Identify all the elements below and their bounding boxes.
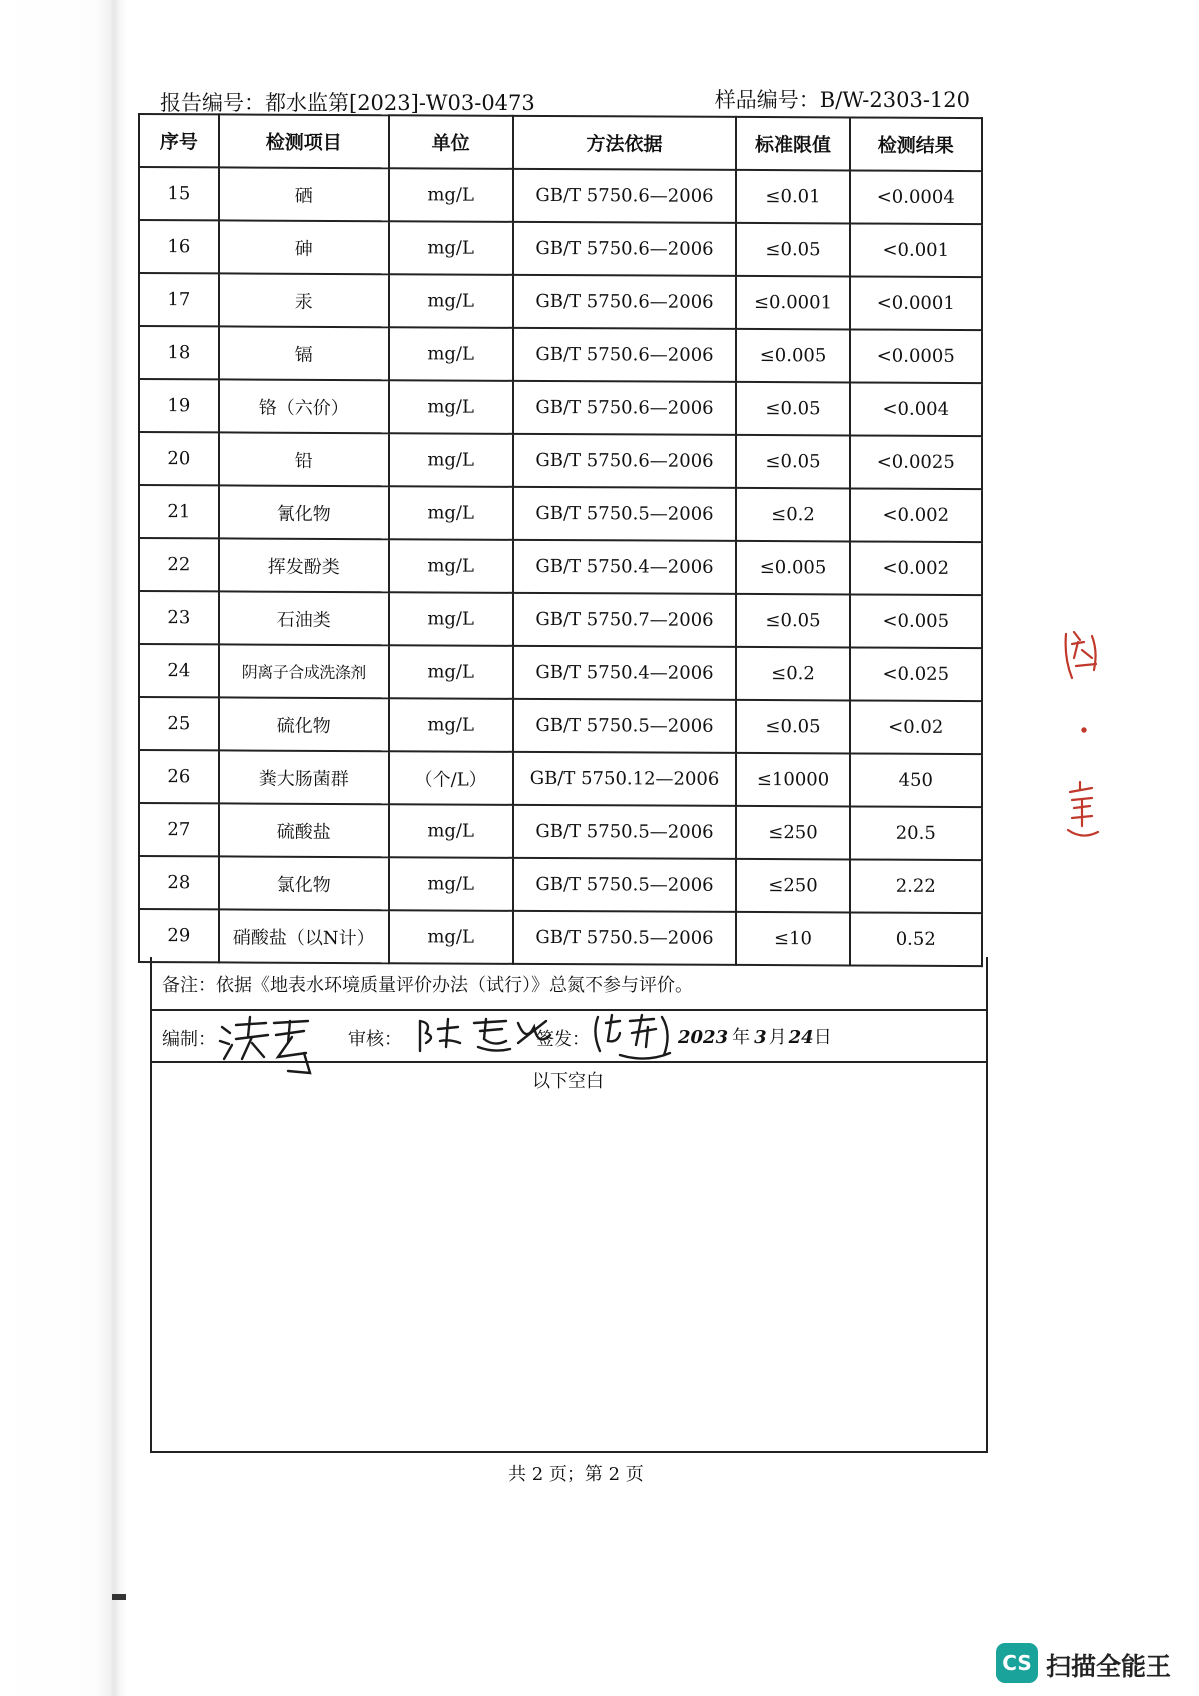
cell-unit: mg/L [389, 433, 513, 487]
report-number: 报告编号：都水监第[2023]-W03-0473 [160, 91, 535, 115]
cell-item: 挥发酚类 [219, 538, 389, 592]
cell-method: GB/T 5750.7—2006 [513, 593, 737, 647]
date-year-label: 年 [732, 1027, 751, 1048]
cell-limit: ≤0.005 [736, 329, 849, 383]
cell-method: GB/T 5750.6—2006 [513, 434, 737, 488]
cell-limit: ≤250 [736, 859, 849, 913]
cell-item: 硫酸盐 [219, 803, 389, 857]
cell-result: <0.001 [850, 223, 982, 277]
table-row [139, 591, 982, 648]
cell-method: GB/T 5750.5—2006 [513, 858, 737, 912]
cell-result: <0.005 [850, 594, 982, 648]
cell-seq: 22 [139, 538, 219, 591]
cell-unit: mg/L [389, 380, 513, 434]
cell-unit: mg/L [389, 592, 513, 646]
cell-result: <0.002 [850, 488, 982, 542]
cell-result: <0.0004 [850, 170, 982, 224]
cell-method: GB/T 5750.4—2006 [513, 646, 737, 700]
table-row [139, 538, 982, 595]
header-item: 检测项目 [219, 114, 389, 168]
header-seq: 序号 [139, 114, 219, 167]
cell-result: <0.002 [850, 541, 982, 595]
cell-item: 粪大肠菌群 [219, 750, 389, 804]
cell-result: <0.0025 [850, 435, 982, 489]
table-row [139, 273, 982, 330]
cell-seq: 15 [139, 167, 219, 220]
table-header-row [139, 114, 982, 171]
cell-method: GB/T 5750.6—2006 [513, 222, 737, 276]
header-unit: 单位 [389, 115, 513, 169]
cell-item: 氯化物 [219, 856, 389, 910]
seal-stamp-fragment [1062, 628, 1102, 843]
cell-seq: 24 [139, 644, 219, 697]
table-row [139, 432, 982, 489]
cell-limit: ≤0.05 [736, 223, 849, 277]
cell-method: GB/T 5750.5—2006 [513, 911, 737, 965]
cell-unit: mg/L [389, 486, 513, 540]
cell-unit: mg/L [389, 168, 513, 222]
cell-item: 铅 [219, 432, 389, 486]
cell-limit: ≤10 [736, 912, 849, 966]
cell-limit: ≤0.01 [736, 170, 849, 224]
cell-seq: 18 [139, 326, 219, 379]
cell-seq: 19 [139, 379, 219, 432]
prepared-by-label: 编制： [162, 1029, 216, 1050]
table-row [139, 167, 982, 224]
cell-item: 氰化物 [219, 485, 389, 539]
cell-unit: mg/L [389, 857, 513, 911]
header-method: 方法依据 [513, 116, 737, 170]
cell-seq: 23 [139, 591, 219, 644]
scan-edge-mark [112, 1594, 126, 1600]
cell-method: GB/T 5750.5—2006 [513, 805, 737, 859]
table-row [139, 856, 982, 913]
blank-note: 以下空白 [532, 1071, 604, 1092]
cell-result: 2.22 [850, 859, 982, 913]
cell-item: 阴离子合成洗涤剂 [219, 644, 389, 698]
cell-method: GB/T 5750.6—2006 [513, 169, 737, 223]
cell-method: GB/T 5750.5—2006 [513, 699, 737, 753]
cell-seq: 27 [139, 803, 219, 856]
table-row [139, 644, 982, 701]
cell-limit: ≤0.2 [736, 488, 849, 542]
cell-item: 砷 [219, 220, 389, 274]
cell-limit: ≤0.05 [736, 435, 849, 489]
results-table [138, 113, 983, 967]
cell-item: 硒 [219, 167, 389, 221]
sample-number: 样品编号：B/W-2303-120 [714, 88, 970, 112]
header-result: 检测结果 [850, 117, 982, 171]
signed-date [678, 1023, 832, 1049]
cell-method: GB/T 5750.6—2006 [513, 381, 737, 435]
table-row [139, 326, 982, 383]
cell-unit: mg/L [389, 221, 513, 275]
cell-result: 450 [850, 753, 982, 807]
cell-method: GB/T 5750.6—2006 [513, 328, 737, 382]
blank-section [150, 1061, 988, 1453]
table-row [139, 803, 982, 860]
table-row [139, 220, 982, 277]
cell-seq: 17 [139, 273, 219, 326]
remark-section [150, 957, 988, 1009]
date-day: 24 [788, 1027, 814, 1048]
cell-method: GB/T 5750.4—2006 [513, 540, 737, 594]
cell-seq: 25 [139, 697, 219, 750]
cell-result: <0.0001 [850, 276, 982, 330]
page-footer: 共 2 页；第 2 页 [508, 1464, 644, 1485]
cell-method: GB/T 5750.5—2006 [513, 487, 737, 541]
cell-result: <0.0005 [850, 329, 982, 383]
cell-result: <0.004 [850, 382, 982, 436]
cell-limit: ≤0.005 [736, 541, 849, 595]
cell-unit: mg/L [389, 698, 513, 752]
remark-text: 备注：依据《地表水环境质量评价办法（试行）》总氮不参与评价。 [162, 975, 693, 996]
cell-unit: mg/L [389, 910, 513, 964]
cell-result: 20.5 [850, 806, 982, 860]
cell-item: 汞 [219, 273, 389, 327]
issued-by-label: 签发： [536, 1029, 590, 1050]
cell-seq: 21 [139, 485, 219, 538]
cell-item: 镉 [219, 326, 389, 380]
cell-item: 铬（六价） [219, 379, 389, 433]
cell-unit: mg/L [389, 327, 513, 381]
cell-limit: ≤0.0001 [736, 276, 849, 330]
cell-limit: ≤0.05 [736, 700, 849, 754]
cell-seq: 29 [139, 909, 219, 962]
cell-unit: mg/L [389, 645, 513, 699]
cell-method: GB/T 5750.12—2006 [513, 752, 737, 806]
cell-result: <0.025 [850, 647, 982, 701]
cell-item: 硫化物 [219, 697, 389, 751]
cell-seq: 16 [139, 220, 219, 273]
report-header [160, 84, 970, 114]
date-month-label: 月 [768, 1027, 787, 1048]
issued-by-signature [590, 1011, 676, 1061]
table-row [139, 379, 982, 436]
cell-limit: ≤250 [736, 806, 849, 860]
cell-unit: mg/L [389, 804, 513, 858]
date-day-label: 日 [813, 1027, 832, 1048]
cell-unit: （个/L） [389, 751, 513, 805]
cell-unit: mg/L [389, 539, 513, 593]
cell-limit: ≤10000 [736, 753, 849, 807]
cell-result: <0.02 [850, 700, 982, 754]
date-month: 3 [754, 1027, 767, 1048]
table-row [139, 697, 982, 754]
cell-item: 石油类 [219, 591, 389, 645]
cell-seq: 26 [139, 750, 219, 803]
date-year: 2023 [678, 1027, 729, 1048]
cell-limit: ≤0.2 [736, 647, 849, 701]
cell-seq: 28 [139, 856, 219, 909]
cell-unit: mg/L [389, 274, 513, 328]
cell-method: GB/T 5750.6—2006 [513, 275, 737, 329]
header-limit: 标准限值 [736, 117, 849, 171]
camscanner-logo-icon: CS [996, 1643, 1038, 1683]
signature-section [150, 1009, 988, 1063]
scan-binding-edge [0, 0, 128, 1696]
reviewed-by-signature [414, 1013, 554, 1057]
cell-limit: ≤0.05 [736, 382, 849, 436]
reviewed-by-label: 审核： [348, 1029, 402, 1050]
cell-result: 0.52 [850, 912, 982, 966]
table-row [139, 485, 982, 542]
camscanner-brand-name: 扫描全能王 [1046, 1652, 1172, 1681]
cell-limit: ≤0.05 [736, 594, 849, 648]
table-row [139, 750, 982, 807]
cell-seq: 20 [139, 432, 219, 485]
cell-item: 硝酸盐（以N计） [219, 909, 389, 963]
